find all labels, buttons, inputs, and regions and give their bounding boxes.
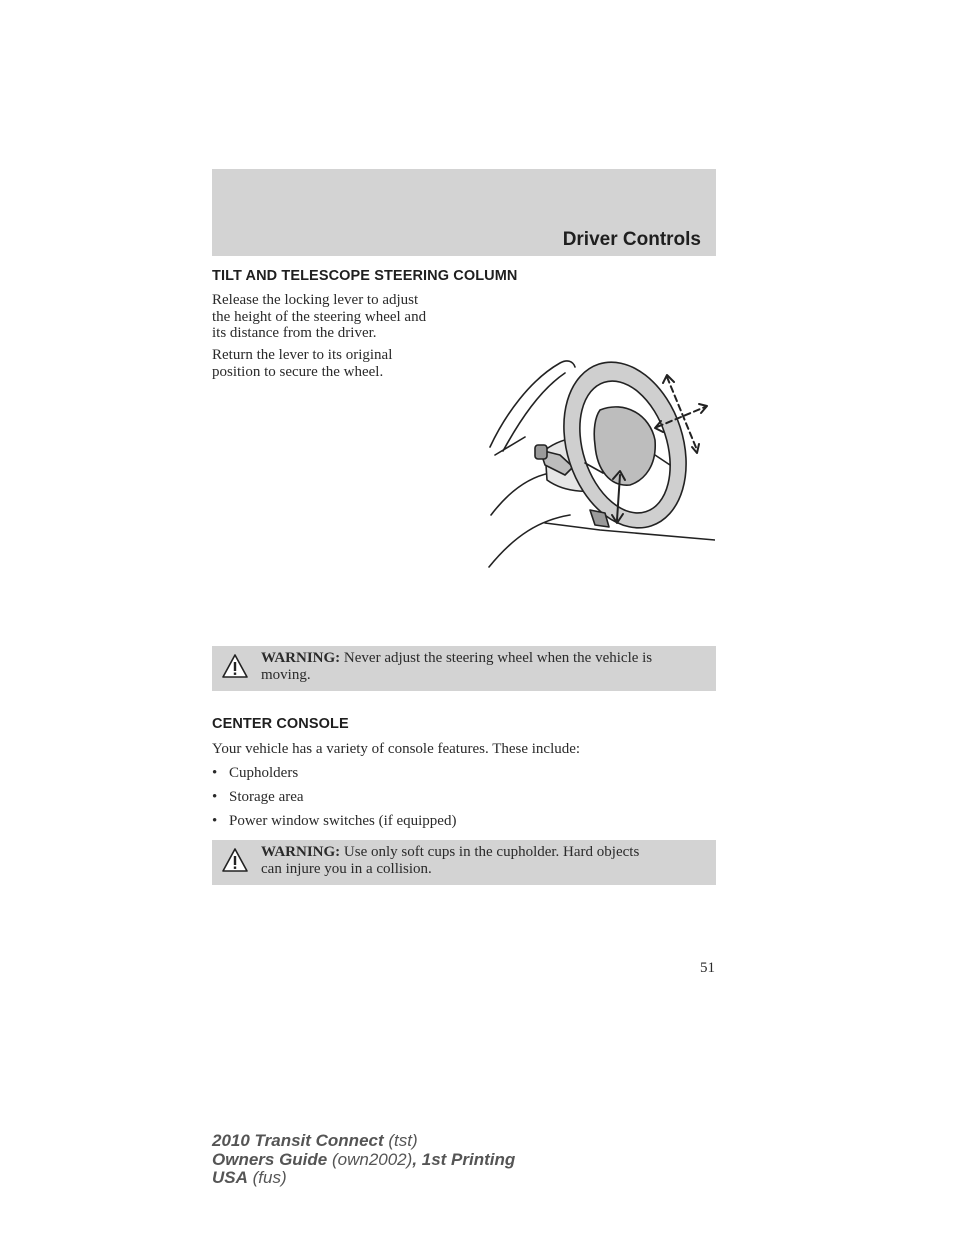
text-line: can injure you in a collision. xyxy=(261,860,432,877)
text-line: the height of the steering wheel and xyxy=(212,308,427,325)
text-line: Use only soft cups in the cupholder. Hard objects xyxy=(343,844,640,860)
footer-guide: Owners Guide xyxy=(212,1149,328,1169)
list-item-text: Cupholders xyxy=(229,765,299,781)
footer-market-code: (fus) xyxy=(247,1168,287,1187)
warning-triangle-icon xyxy=(221,847,249,873)
page-number: 51 xyxy=(700,960,715,976)
text-line: Release the locking lever to adjust xyxy=(212,292,419,308)
paragraph-release-lever xyxy=(212,292,426,342)
warning-label: WARNING: xyxy=(261,650,341,666)
list-item-text: Storage area xyxy=(229,789,304,805)
section-heading-center-console: CENTER CONSOLE xyxy=(212,716,349,732)
section-heading-tilt: TILT AND TELESCOPE STEERING COLUMN xyxy=(212,268,518,284)
text-line: moving. xyxy=(261,666,311,683)
steering-wheel-illustration xyxy=(485,355,715,575)
text-line: Return the lever to its original xyxy=(212,347,393,363)
paragraph-return-lever xyxy=(212,347,392,380)
text-line: position to secure the wheel. xyxy=(212,363,384,380)
list-item: • Storage area xyxy=(212,789,304,805)
footer-market: USA xyxy=(212,1168,248,1187)
paragraph-console-intro: Your vehicle has a variety of console features. These include: xyxy=(212,741,581,757)
text-line: its distance from the driver. xyxy=(212,325,377,341)
header-band xyxy=(212,169,716,256)
warning-text xyxy=(261,650,704,683)
warning-box-steering xyxy=(212,646,716,691)
warning-box-cupholder xyxy=(212,840,716,885)
list-item-text: Power window switches (if equipped) xyxy=(229,813,457,829)
footer-print-info xyxy=(212,1132,515,1188)
footer-model-code: (tst) xyxy=(383,1131,418,1150)
warning-triangle-icon xyxy=(221,653,249,679)
warning-label: WARNING: xyxy=(261,844,341,860)
footer-model: 2010 Transit Connect xyxy=(212,1131,384,1150)
footer-printing: , 1st Printing xyxy=(412,1149,516,1169)
list-item: • Cupholders xyxy=(212,765,299,781)
text-line: Never adjust the steering wheel when the vehicle is xyxy=(343,650,653,666)
list-item: • Power window switches (if equipped) xyxy=(212,813,457,829)
footer-guide-code: (own2002) xyxy=(327,1149,413,1169)
warning-text xyxy=(261,844,704,877)
chapter-title: Driver Controls xyxy=(562,229,701,250)
